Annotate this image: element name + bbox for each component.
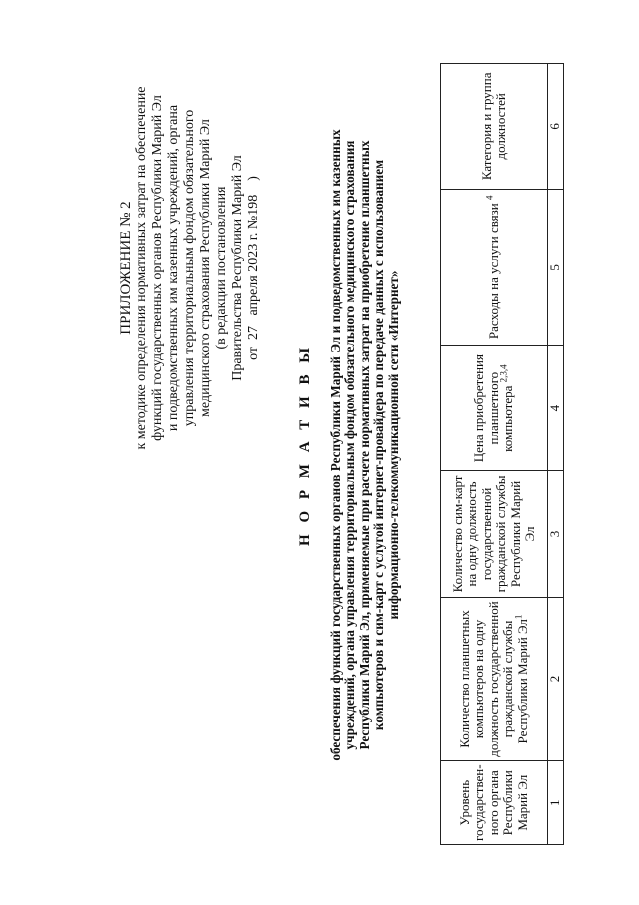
appendix-line: медицинского страхования Республики Марий Эл (198, 119, 213, 417)
header-cell-category: Категория и группа должностей (441, 64, 548, 190)
appendix-line: и подведомственных им казенных учреждений, органа (166, 104, 181, 432)
column-number: 4 (548, 345, 564, 470)
column-number: 3 (548, 471, 564, 597)
appendix-line: функций государственных органов Республики Марий Эл (150, 95, 165, 441)
order-close: ) (246, 176, 261, 181)
column-number: 6 (548, 64, 564, 190)
column-number: 2 (548, 597, 564, 761)
heading-line: Республики Марий Эл, применяемые при расчете нормативных затрат на приобретение планшетных (356, 140, 372, 750)
order-day: 27 (246, 325, 261, 340)
heading-line: информационно-телекоммуникационной сети «Интернет» (385, 270, 401, 620)
header-cell-communication: Расходы на услуги связи $^4$ (441, 189, 548, 345)
order-rest: апреля 2023 г. №198 (246, 194, 261, 316)
appendix-edition: (в редакции постановления (214, 186, 229, 350)
header-cell-level: Уровень государствен-ного органа Республики Марий Эл (441, 761, 548, 845)
header-cell-simcards: Количество сим-карт на одну должность государственной гражданской службы Республики Марий Эл (441, 471, 548, 597)
appendix-order-line (246, 43, 262, 493)
table-column-number-row (548, 64, 564, 845)
header-cell-tablets: Количество планшетных компьютеров на одну должность государственной гражданской службы Республики Марий $Эл^1$ (441, 597, 548, 761)
norms-table (440, 63, 564, 845)
order-from: от (246, 346, 261, 360)
norms-heading (298, 70, 402, 820)
heading-line: обеспечения функций государственных органов Республики Марий Эл и подведомственных им казенных (327, 129, 343, 761)
header-cell-price: Цена приобретения планшетного компьютера $^{2,3,4}$ (441, 345, 548, 470)
table-header-row (441, 64, 548, 845)
appendix-line: к методике определения нормативных затрат на обеспечение (134, 86, 149, 450)
column-number: 1 (548, 761, 564, 845)
appendix-title: ПРИЛОЖЕНИЕ № 2 (118, 201, 134, 335)
appendix-block (118, 43, 262, 493)
norms-title: Н О Р М А Т И В Ы (297, 344, 313, 546)
heading-line: учреждений, органа управления территориальным фондом обязательного медицинского страхования (342, 140, 358, 750)
appendix-government: Правительства Республики Марий Эл (230, 155, 245, 381)
appendix-line: управления территориальным фондом обязательного (182, 109, 197, 427)
heading-line: компьютеров и сим-карт с услугой интернет-провайдера по передаче данных с использованием (371, 159, 387, 731)
column-number: 5 (548, 189, 564, 345)
